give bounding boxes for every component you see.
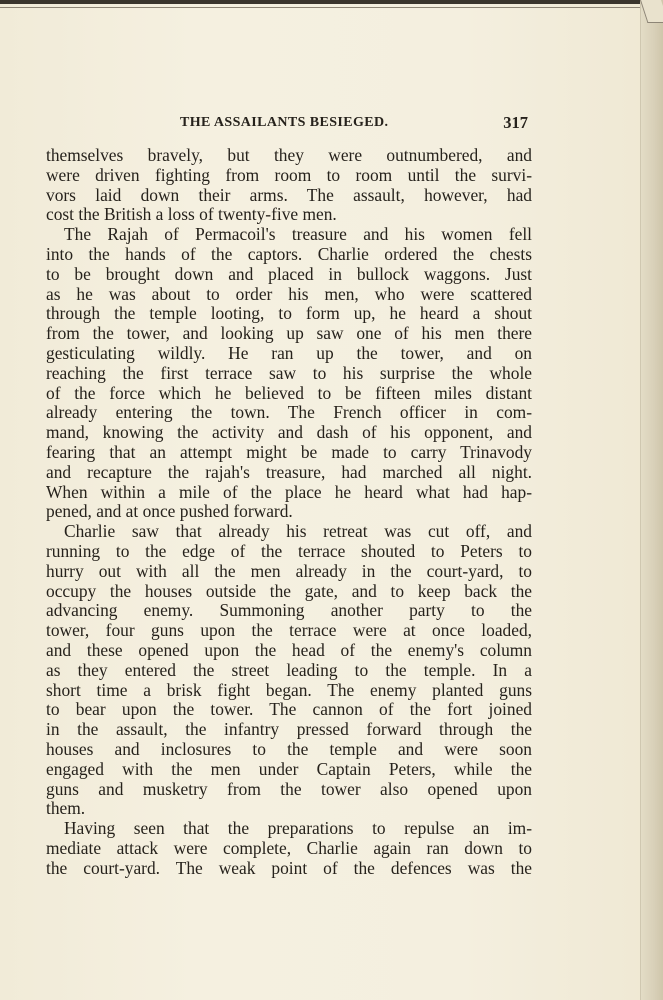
text-line: were driven fighting from room to room until the survi- [46, 164, 532, 185]
text-line: from the tower, and looking up saw one of his men there [46, 323, 532, 344]
text-line: running to the edge of the terrace shouted to Peters to [46, 540, 532, 561]
page-edge-shadow [640, 0, 663, 1000]
text-line: Charlie saw that already his retreat was cut off, and [64, 521, 532, 542]
text-line: them. [46, 798, 86, 819]
body-text [46, 146, 532, 878]
text-line: mand, knowing the activity and dash of his opponent, and [46, 422, 532, 443]
text-line: vors laid down their arms. The assault, however, had [46, 184, 532, 205]
text-line: to bear upon the tower. The cannon of the fort joined [46, 699, 532, 720]
text-line: occupy the houses outside the gate, and to keep back the [46, 580, 532, 601]
text-line: houses and inclosures to the temple and were soon [46, 738, 532, 759]
text-line: the court-yard. The weak point of the defences was the [46, 857, 532, 878]
text-line: tower, four guns upon the terrace were at once loaded, [46, 620, 532, 641]
text-line: hurry out with all the men already in the court-yard, to [46, 560, 532, 581]
text-line: short time a brisk fight began. The enemy planted guns [46, 679, 532, 700]
text-line: through the temple looting, to form up, he heard a shout [46, 303, 532, 324]
running-head [46, 113, 530, 135]
text-line: The Rajah of Permacoil's treasure and his women fell [64, 224, 532, 245]
text-line: as they entered the street leading to the temple. In a [46, 659, 532, 680]
text-line: and these opened upon the head of the enemy's column [46, 639, 532, 660]
text-line: mediate attack were complete, Charlie again ran down to [46, 837, 532, 858]
text-line: reaching the first terrace saw to his surprise the whole [46, 362, 532, 383]
text-line: themselves bravely, but they were outnumbered, and [46, 145, 532, 165]
top-scan-border [0, 0, 640, 4]
text-line: Having seen that the preparations to repulse an im- [64, 818, 532, 839]
text-line: and recapture the rajah's treasure, had marched all night. [46, 461, 532, 482]
running-head-title: THE ASSAILANTS BESIEGED. [180, 115, 389, 130]
text-line: already entering the town. The French officer in com- [46, 402, 532, 423]
text-line: into the hands of the captors. Charlie ordered the chests [46, 243, 532, 264]
text-line: in the assault, the infantry pressed forward through the [46, 719, 532, 740]
text-line: gesticulating wildly. He ran up the tower, and on [46, 342, 532, 363]
top-scan-border-thin [0, 7, 640, 8]
text-line: guns and musketry from the tower also opened upon [46, 778, 532, 799]
text-line: to be brought down and placed in bullock waggons. Just [46, 263, 532, 284]
text-line: pened, and at once pushed forward. [46, 501, 293, 522]
text-line: advancing enemy. Summoning another party to the [46, 600, 532, 621]
text-line: When within a mile of the place he heard what had hap- [46, 481, 532, 502]
page-number: 317 [503, 113, 528, 132]
text-line: engaged with the men under Captain Peters, while the [46, 758, 532, 779]
text-line: of the force which he believed to be fifteen miles distant [46, 382, 532, 403]
text-line: as he was about to order his men, who were scattered [46, 283, 532, 304]
text-line: fearing that an attempt might be made to carry Trinavody [46, 441, 532, 462]
text-line: cost the British a loss of twenty-five men. [46, 204, 337, 225]
